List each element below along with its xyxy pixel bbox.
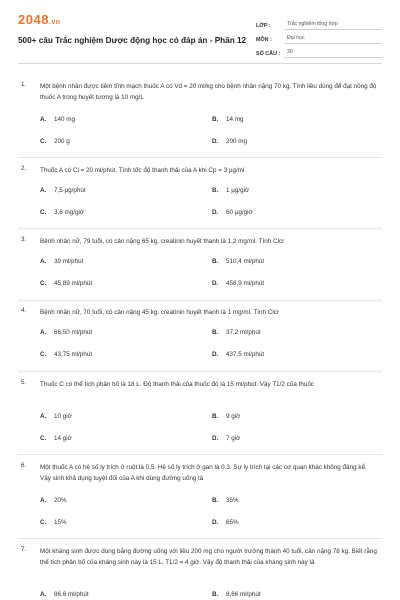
option-letter: A. — [40, 497, 47, 504]
option-letter: B. — [212, 497, 219, 504]
option-text: 10 giờ — [54, 413, 72, 420]
option-letter: D. — [212, 519, 219, 526]
option-text: 39 ml/phút — [54, 258, 84, 265]
option-text: 86,6 ml/phút — [54, 591, 89, 598]
option-letter: D. — [212, 209, 219, 216]
question-separator — [18, 300, 382, 301]
question-separator — [18, 157, 382, 158]
logo-suffix: .vn — [48, 19, 61, 26]
option-text: 1 µg/giờ — [226, 187, 250, 194]
question-text: Thuốc A có Cl = 20 ml/phút. Tính tốc độ thanh thải của A khi Cp = 3 µg/ml — [40, 167, 245, 174]
quiz-title: 500+ câu Trắc nghiệm Dược động học có đáp án - Phần 12 — [18, 36, 247, 45]
question-number: 7. — [21, 546, 27, 553]
option-text: 140 mg — [54, 116, 76, 123]
option-d[interactable] — [212, 351, 264, 358]
option-b[interactable] — [212, 591, 261, 598]
option-a[interactable] — [40, 187, 86, 194]
option-b[interactable] — [212, 497, 239, 504]
question-number: 3. — [21, 236, 27, 243]
option-letter: B. — [212, 187, 219, 194]
question-text: Bệnh nhân nữ, 70 tuổi, có cân nặng 45 kg, creatinin huyết thanh là 1 mg/ml. Tính Clcr — [40, 309, 279, 316]
meta-row-class — [256, 16, 382, 30]
option-b[interactable] — [212, 187, 249, 194]
option-b[interactable] — [212, 116, 244, 123]
option-text: 37,2 ml/phút — [226, 329, 261, 336]
option-d[interactable] — [212, 435, 240, 442]
option-a[interactable] — [40, 591, 89, 598]
option-a[interactable] — [40, 258, 83, 265]
option-a[interactable] — [40, 329, 92, 336]
meta-row-subject — [256, 30, 382, 44]
option-letter: C. — [40, 435, 47, 442]
option-c[interactable] — [40, 280, 92, 287]
meta-label-class: LỚP : — [256, 23, 271, 29]
option-letter: A. — [40, 329, 47, 336]
option-c[interactable] — [40, 138, 70, 145]
meta-row-count — [256, 44, 382, 58]
option-text: 45,89 ml/phút — [54, 280, 93, 287]
option-text: 14 mg — [226, 116, 244, 123]
option-letter: B. — [212, 258, 219, 265]
option-letter: A. — [40, 116, 47, 123]
option-c[interactable] — [40, 351, 92, 358]
option-d[interactable] — [212, 280, 264, 287]
option-b[interactable] — [212, 329, 261, 336]
option-text: 9 giờ — [226, 413, 241, 420]
option-letter: C. — [40, 280, 47, 287]
option-text: 20% — [54, 497, 67, 504]
question-text: Một kháng sinh được dùng bằng đường uống với liều 200 mg cho người trưởng thành 40 tuổi, cân nặng 78 kg. Biết rằng thể tích phân bố của kháng sinh này là 15 L, T1/2 = 4 giờ. Vậy độ thanh thải của kháng sinh này là — [40, 548, 377, 566]
question-text: Bệnh nhân nữ, 79 tuổi, có cân nặng 65 kg, creatinin huyết thanh là 1,2 mg/ml. Tính Clcr — [40, 238, 285, 245]
option-d[interactable] — [212, 209, 253, 216]
option-letter: C. — [40, 138, 47, 145]
meta-value-class: Trắc nghiệm tổng hợp — [284, 20, 382, 30]
option-letter: A. — [40, 413, 47, 420]
meta-label-subject: MÔN : — [256, 37, 272, 43]
meta-value-subject: Đại học — [284, 34, 382, 44]
question-number: 4. — [21, 307, 27, 314]
option-letter: D. — [212, 351, 219, 358]
option-letter: D. — [212, 280, 219, 287]
option-text: 458,9 ml/phút — [226, 280, 265, 287]
option-letter: B. — [212, 591, 219, 598]
question-number: 5. — [21, 379, 27, 386]
option-c[interactable] — [40, 519, 67, 526]
meta-label-count: SỐ CÂU : — [256, 51, 281, 57]
option-letter: B. — [212, 329, 219, 336]
option-text: 3,6 mg/giờ — [54, 209, 85, 216]
site-logo[interactable] — [18, 12, 61, 27]
option-text: 43,75 ml/phút — [54, 351, 93, 358]
option-letter: C. — [40, 351, 47, 358]
option-b[interactable] — [212, 413, 240, 420]
option-text: 15% — [54, 519, 67, 526]
question-number: 2. — [21, 165, 27, 172]
option-text: 66,50 ml/phút — [54, 329, 93, 336]
option-letter: A. — [40, 591, 47, 598]
question-text: Một bệnh nhân được tiêm tĩnh mạch thuốc A có Vd = 20 ml/kg cho bệnh nhân nặng 70 kg. Tính liều dùng để đạt nồng độ thuốc A trong huyết tương là 10 mg/L — [40, 83, 377, 101]
question-number: 1. — [21, 81, 27, 88]
quiz-meta — [256, 16, 382, 58]
logo-text: 2048 — [18, 12, 49, 27]
option-text: 7,5 µg/phút — [54, 187, 86, 194]
option-letter: C. — [40, 209, 47, 216]
option-letter: C. — [40, 519, 47, 526]
question-separator — [18, 371, 382, 372]
question-separator — [18, 454, 382, 455]
page-header — [0, 0, 400, 62]
meta-value-count: 30 — [284, 48, 382, 58]
option-text: 35% — [226, 497, 239, 504]
option-text: 60 µg/giờ — [226, 209, 253, 216]
option-c[interactable] — [40, 209, 84, 216]
option-letter: D. — [212, 138, 219, 145]
option-letter: D. — [212, 435, 219, 442]
option-b[interactable] — [212, 258, 264, 265]
question-text: Một thuốc A có hệ số ly trích ở ruột là 0,5. Hệ số ly trích ở gan là 0,3. Sự ly trích tại các cơ quan khác không đáng kể. Vậy sinh khả dụng tuyệt đối của A khi dùng đường uống là — [40, 464, 367, 482]
option-d[interactable] — [212, 138, 247, 145]
option-text: 14 giờ — [54, 435, 72, 442]
option-letter: A. — [40, 187, 47, 194]
option-text: 200 g — [54, 138, 70, 145]
option-text: 65% — [226, 519, 239, 526]
option-text: 437,5 ml/phút — [226, 351, 265, 358]
option-a[interactable] — [40, 497, 67, 504]
question-text: Thuốc C có thể tích phân bố là 18 L. Độ thanh thải của thuốc đó là 15 ml/phút. Vậy T1/2 của thuốc — [40, 381, 314, 388]
option-text: 510,4 ml/phút — [226, 258, 265, 265]
question-separator — [18, 228, 382, 229]
option-d[interactable] — [212, 519, 239, 526]
question-separator — [18, 538, 382, 539]
option-letter: B. — [212, 413, 219, 420]
option-a[interactable] — [40, 413, 72, 420]
option-c[interactable] — [40, 435, 72, 442]
option-text: 8,66 ml/phút — [226, 591, 261, 598]
option-letter: A. — [40, 258, 47, 265]
option-a[interactable] — [40, 116, 75, 123]
header-divider — [18, 63, 382, 64]
option-letter: B. — [212, 116, 219, 123]
option-text: 200 mg — [226, 138, 248, 145]
option-text: 7 giờ — [226, 435, 241, 442]
question-number: 6. — [21, 462, 27, 469]
